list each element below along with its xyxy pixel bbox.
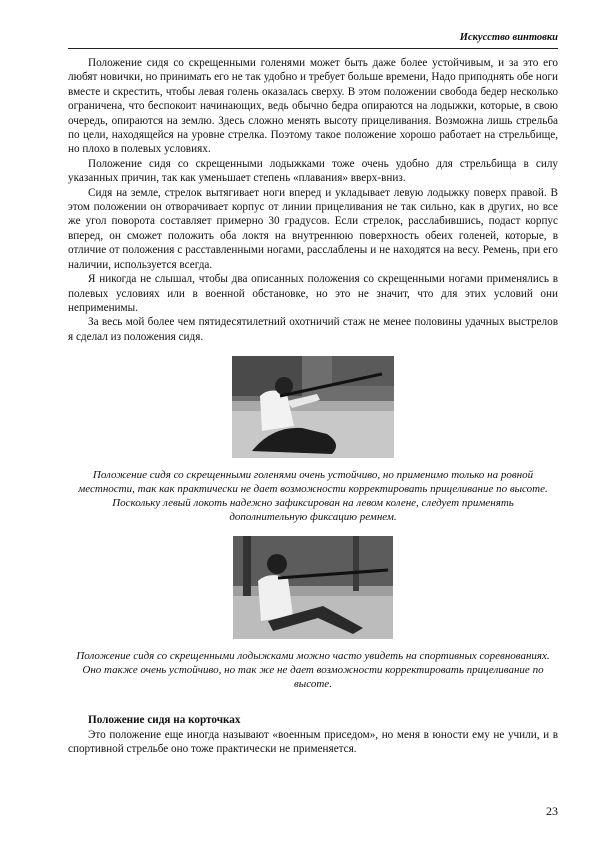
figure-caption: Положение сидя со скрещенными лодыжками можно часто увидеть на спортивных соревнованиях. Оно также очень устойчиво, но так же не дает возможности корректировать прицеливание по высоте. [76,650,550,691]
paragraph: Сидя на земле, стрелок вытягивает ноги вперед и укладывает левую лодыжку поверх правой. В этом положении он отворачивает корпус от линии прицеливания не так сильно, как в других, но все же угол поворота составляет примерно 30 градусов. Если стрелок, расслабившись, подаст корпус вперед, он сможет положить оба локтя на внутреннюю поверхность обеих голеней, которые, в отличие от положения с расставленными ногами, расслаблены и не находятся на весу. Ремень, при его наличии, используется всегда. [68,186,558,271]
page-content [68,56,558,756]
paragraph: Это положение еще иногда называют «военным приседом», но меня в юности ему не учили, и в спортивной стрельбе оно тоже практически не применяется. [68,728,558,755]
photo-crossed-legs-shooter [232,356,394,458]
figure-caption: Положение сидя со скрещенными голенями очень устойчиво, но применимо только на ровной местности, так как практически не дает возможности корректировать прицеливание по высоте. Поскольку левый локоть надежно зафиксирован на левом колене, следует применять дополнительную фиксацию ремнем. [78,469,548,524]
page-number: 23 [546,804,558,818]
header-title: Искусство винтовки [459,32,558,43]
paragraph: Положение сидя со скрещенными голенями может быть даже более устойчивым, и за это его любят новички, но принимать его не так удобно и требует больше времени, Надо приподнять обе ноги вместе и скрестить, чтобы левая голень оказалась сверху. В этом положении свобода бедер несколько ограничена, что беспокоит начинающих, ведь обычно бедра опираются на лодыжки, которые, в свою очередь, опираются на землю. Здесь сложно менять высоту прицеливания. Возможна лишь стрельба по цели, находящейся на уровне стрелка. Поэтому такое положение хорошо работает на стрельбище, но плохо в полевых условиях. [68,57,558,156]
section-heading: Положение сидя на корточках [88,714,241,727]
paragraph: За весь мой более чем пятидесятилетний охотничий стаж не менее половины удачных выстрелов я сделал из положения сидя. [68,316,558,343]
photo-crossed-ankles-shooter [233,536,393,639]
running-header [68,30,558,49]
paragraph: Положение сидя со скрещенными лодыжками тоже очень удобно для стрельбища в силу указанных причин, так как уменьшает степень «плавания» вверх-вниз. [68,157,558,185]
paragraph: Я никогда не слышал, чтобы два описанных положения со скрещенными ногами применялись в полевых условиях или в военной обстановке, но это не значит, что для этих условий они неприменимы. [68,273,558,314]
